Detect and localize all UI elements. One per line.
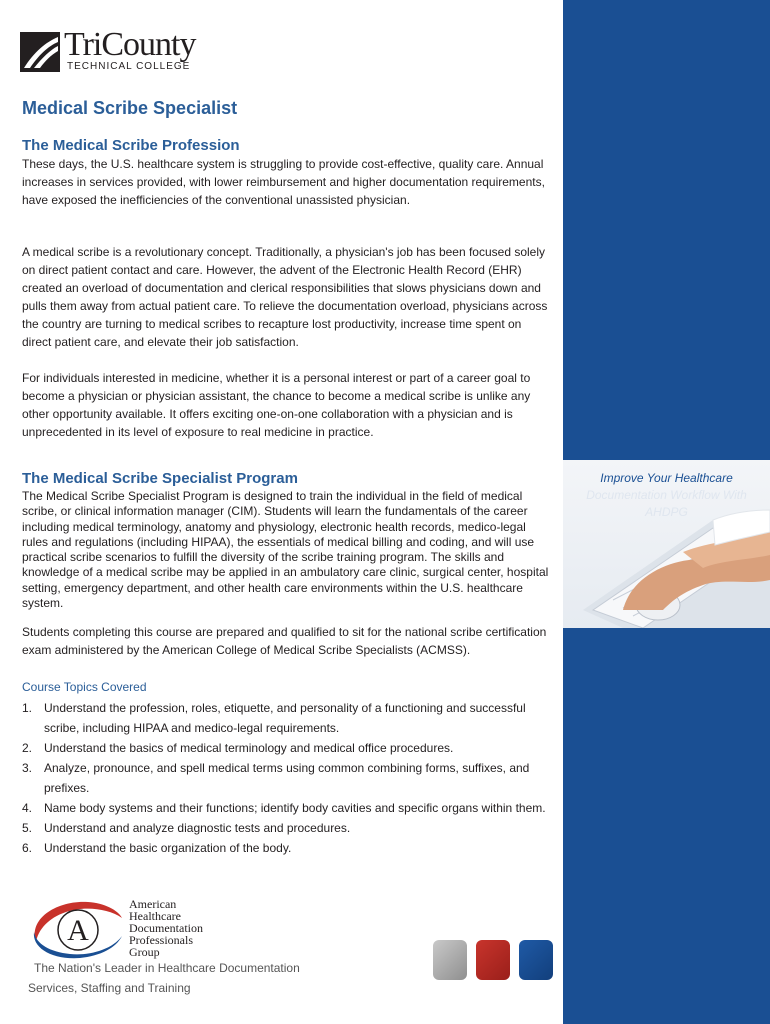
paragraph-profession-3: For individuals interested in medicine, whether it is a personal interest or part of a career goal to become a physician or physician assistant, the chance to become a medical scribe is unlike any other opportunity available. It offers exciting one-on-one collaboration with a physician and is unprecedented in its level of exposure to real medicine in practice.: [22, 371, 531, 439]
svg-text:A: A: [67, 914, 89, 947]
list-item: 2. Understand the basics of medical terminology and medical office procedures.: [22, 741, 454, 755]
section-heading-profession: The Medical Scribe Profession: [22, 137, 240, 154]
section-heading-program: The Medical Scribe Specialist Program: [22, 470, 298, 487]
list-item: 6. Understand the basic organization of the body.: [22, 841, 292, 855]
keyboard-photo: [563, 460, 770, 628]
course-topics-list: [22, 698, 552, 858]
ahdpg-logo: [28, 894, 328, 1004]
sidebar-caption: [563, 470, 770, 521]
blue-swatch: [519, 940, 553, 980]
sidebar-caption-line1: Improve Your Healthcare: [600, 471, 733, 485]
logo-name: TriCounty: [64, 26, 196, 63]
red-swatch: [476, 940, 510, 980]
tricounty-logo: [20, 28, 210, 76]
list-item: 3. Analyze, pronounce, and spell medical terms using common combining forms, suffixes, and prefixes.: [22, 761, 530, 795]
paragraph-program-2: Students completing this course are prepared and qualified to sit for the national scribe certification exam administered by the American College of Medical Scribe Specialists (ACMSS).: [22, 625, 547, 657]
sidebar-caption-line3: AHDPG: [645, 505, 688, 519]
ahdpg-tagline-services: Services, Staffing and Training: [28, 981, 191, 995]
ahdpg-name: American Healthcare Documentation Professionals Group: [129, 897, 203, 959]
list-item: 1. Understand the profession, roles, etiquette, and personality of a functioning and successful scribe, including HIPAA and medico-legal requirements.: [22, 701, 526, 735]
grey-swatch: [433, 940, 467, 980]
list-item: 4. Name body systems and their functions; identify body cavities and specific organs within them.: [22, 801, 546, 815]
list-item: 5. Understand and analyze diagnostic tests and procedures.: [22, 821, 351, 835]
ahdpg-logo-icon: [28, 898, 124, 960]
ahdpg-tagline: The Nation's Leader in Healthcare Documentation: [34, 961, 300, 975]
sidebar-caption-line2: Documentation Workflow With: [586, 488, 747, 502]
logo-subtitle: TECHNICAL COLLEGE: [67, 61, 191, 72]
paragraph-profession-2: A medical scribe is a revolutionary concept. Traditionally, a physician's job has been focused solely on direct patient contact and care. However, the advent of the Electronic Health Record (EHR) created an overload of documentation and clerical responsibilities that slows physicians down and pulls them away from actual patient care. To relieve the documentation overload, physicians across the country are turning to medical scribes to recapture lost productivity, increase time spent on direct patient care, and elevate their job satisfaction.: [22, 245, 548, 349]
course-topics-label: Course Topics Covered: [22, 680, 147, 694]
tricounty-logo-icon: [20, 32, 60, 72]
paragraph-profession-1: These days, the U.S. healthcare system is struggling to provide cost-effective, quality care. Annual increases in services provided, with lower reimbursement and higher documentation requirements, have exposed the inefficiencies of the conventional unassisted physician.: [22, 157, 545, 207]
paragraph-program-1: The Medical Scribe Specialist Program is designed to train the individual in the field of medical scribe, or clinical information manager (CIM). Students will learn the fundamentals of the career including medical terminology, anatomy and physiology, electronic health records, medico-legal rules and regulations (including HIPAA), the essentials of medical billing and coding, and will use practical scribe scenarios to fulfill the diversity of the scribe training program. The skills and knowledge of a medical scribe may be applied in an ambulatory care clinic, surgical center, hospital setting, emergency department, and other health care environments within the U.S. healthcare system.: [22, 489, 549, 611]
page-title: Medical Scribe Specialist: [22, 98, 238, 118]
